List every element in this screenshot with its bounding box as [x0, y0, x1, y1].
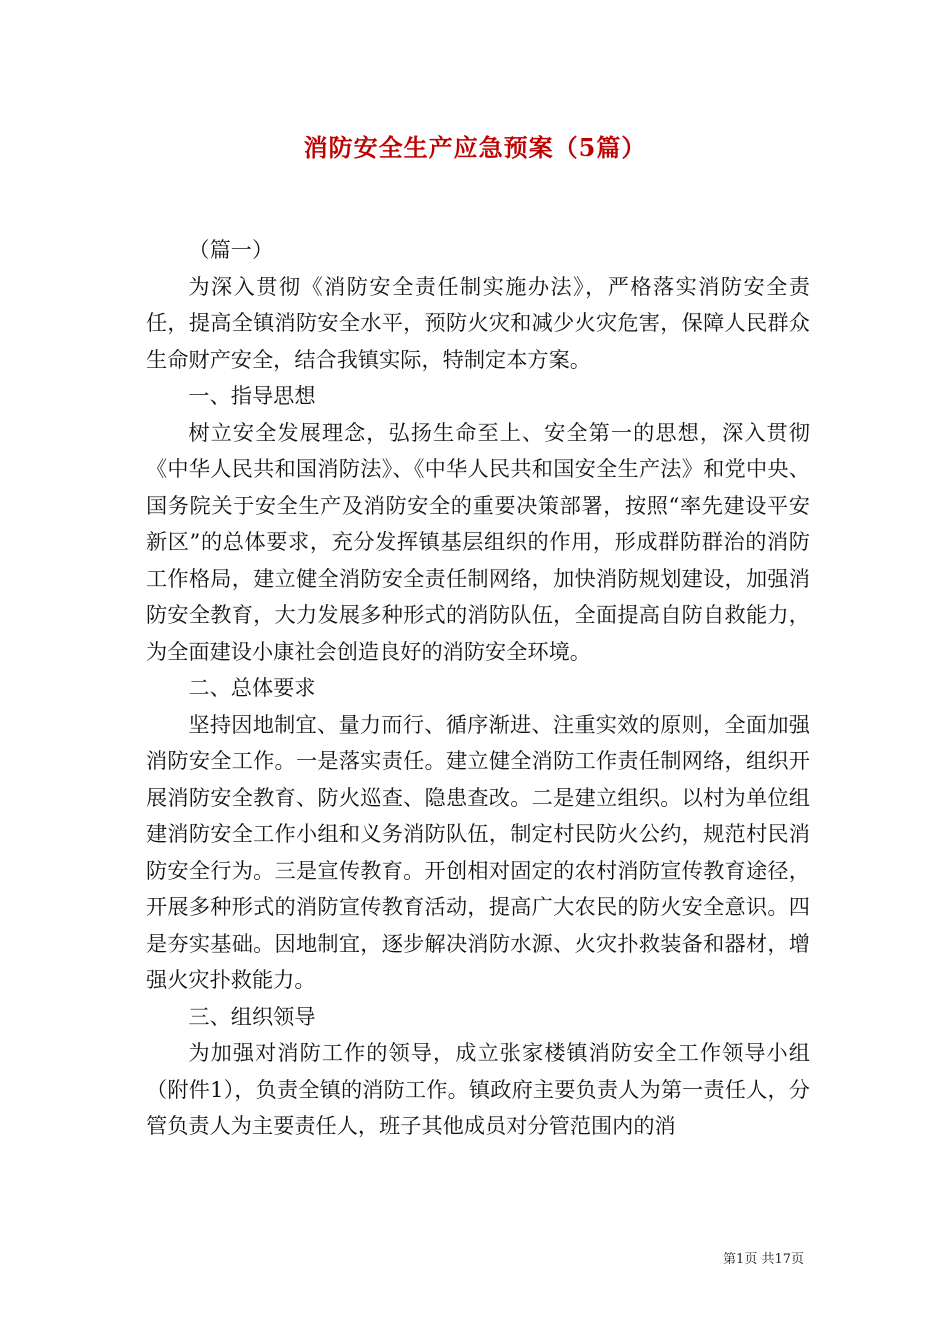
- paragraph-guiding-ideology: 树立安全发展理念，弘扬生命至上、安全第一的思想，深入贯彻《中华人民共和国消防法》、《中华人民共和国安全生产法》和党中央、国务院关于安全生产及消防安全的重要决策部署，按照“率先建设平安新区”的总体要求，充分发挥镇基层组织的作用，形成群防群治的消防工作格局，建立健全消防安全责任制网络，加快消防规划建设，加强消防安全教育，大力发展多种形式的消防队伍，全面提高自防自救能力，为全面建设小康社会创造良好的消防安全环境。: [146, 419, 810, 664]
- section-label: （篇一）: [188, 237, 274, 262]
- document-body: [146, 232, 810, 1145]
- heading-organization-leadership: 三、组织领导: [188, 1003, 316, 1029]
- paragraph-organization-leadership: 为加强对消防工作的领导，成立张家楼镇消防安全工作领导小组（附件1），负责全镇的消防工作。镇政府主要负责人为第一责任人，分管负责人为主要责任人，班子其他成员对分管范围内的消: [146, 1040, 810, 1138]
- page-number: 第1页 共17页: [723, 1252, 804, 1267]
- document-title: 消防安全生产应急预案（5篇）: [303, 133, 647, 162]
- heading-guiding-ideology: 一、指导思想: [188, 383, 316, 408]
- heading-general-requirements: 二、总体要求: [188, 675, 316, 700]
- paragraph-general-requirements: 坚持因地制宜、量力而行、循序渐进、注重实效的原则，全面加强消防安全工作。一是落实责任。建立健全消防工作责任制网络，组织开展消防安全教育、防火巡查、隐患查改。二是建立组织。以村为单位组建消防安全工作小组和义务消防队伍，制定村民防火公约，规范村民消防安全行为。三是宣传教育。开创相对固定的农村消防宣传教育途径，开展多种形式的消防宣传教育活动，提高广大农民的防火安全意识。四是夯实基础。因地制宜，逐步解决消防水源、火灾扑救装备和器材，增强火灾扑救能力。: [146, 711, 810, 992]
- intro-paragraph: 为深入贯彻《消防安全责任制实施办法》，严格落实消防安全责任，提高全镇消防安全水平，预防火灾和减少火灾危害，保障人民群众生命财产安全，结合我镇实际，特制定本方案。: [146, 273, 810, 372]
